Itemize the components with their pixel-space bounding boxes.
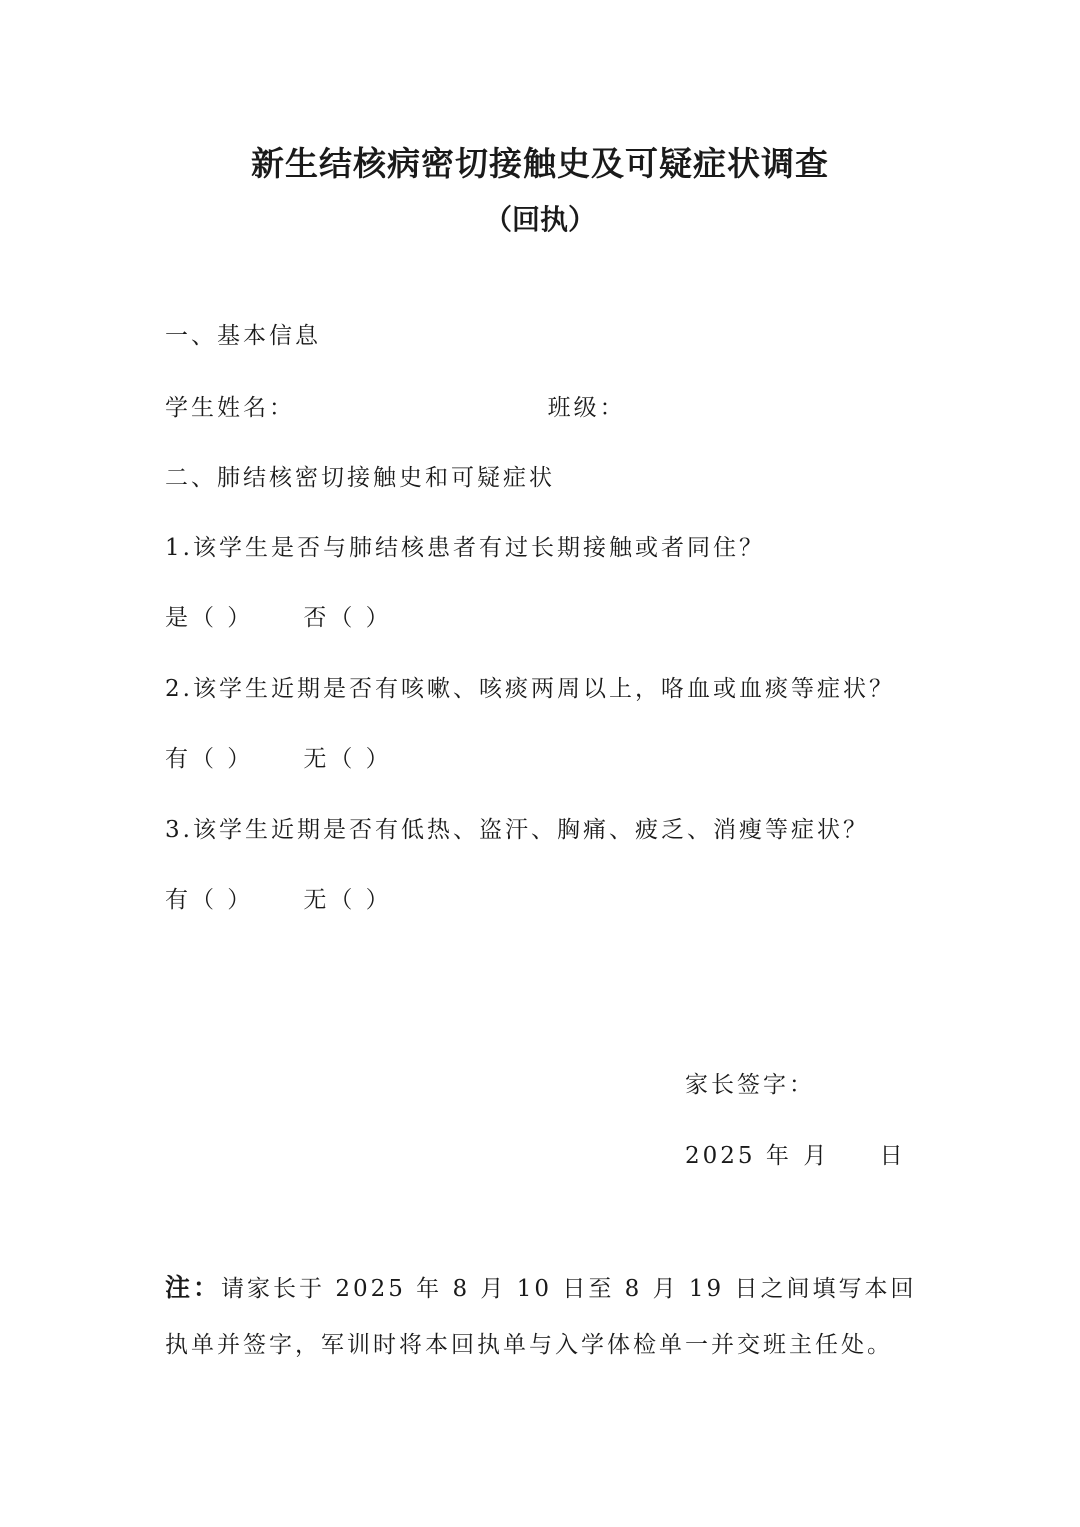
class-label: 班级： <box>547 395 626 421</box>
date-year: 2025 年 <box>685 1143 792 1169</box>
signature-date <box>685 1141 906 1171</box>
date-month: 月 <box>803 1143 830 1169</box>
question-1: 1.该学生是否与肺结核患者有过长期接触或者同住？ <box>165 535 765 561</box>
question-3: 3.该学生近期是否有低热、盗汗、胸痛、疲乏、消瘦等症状？ <box>165 817 869 843</box>
question-3-options <box>165 885 392 915</box>
q2-option-no: 无（ ） <box>303 746 392 772</box>
question-1-options <box>165 603 392 633</box>
student-name-label: 学生姓名： <box>165 395 295 421</box>
question-2: 2.该学生近期是否有咳嗽、咳痰两周以上，咯血或血痰等症状？ <box>165 676 895 702</box>
q3-option-no: 无（ ） <box>303 887 392 913</box>
q1-option-yes: 是（ ） <box>165 605 254 631</box>
student-info-row <box>165 393 626 423</box>
footnote <box>165 1260 925 1373</box>
footnote-text: 请家长于 2025 年 8 月 10 日至 8 月 19 日之间填写本回执单并签字，军训时将本回执单与入学体检单一并交班主任处。 <box>165 1276 917 1358</box>
q2-option-yes: 有（ ） <box>165 746 254 772</box>
q3-option-yes: 有（ ） <box>165 887 254 913</box>
document-title: 新生结核病密切接触史及可疑症状调查 <box>251 144 829 183</box>
parent-signature-label: 家长签字： <box>685 1072 815 1098</box>
q1-option-no: 否（ ） <box>303 605 392 631</box>
question-2-options <box>165 744 392 774</box>
section-contact-history-heading: 二、肺结核密切接触史和可疑症状 <box>165 465 555 491</box>
date-day: 日 <box>879 1143 906 1169</box>
footnote-label: 注： <box>165 1273 222 1302</box>
document-subtitle: （回执） <box>483 203 596 236</box>
section-basic-info-heading: 一、基本信息 <box>165 323 321 349</box>
